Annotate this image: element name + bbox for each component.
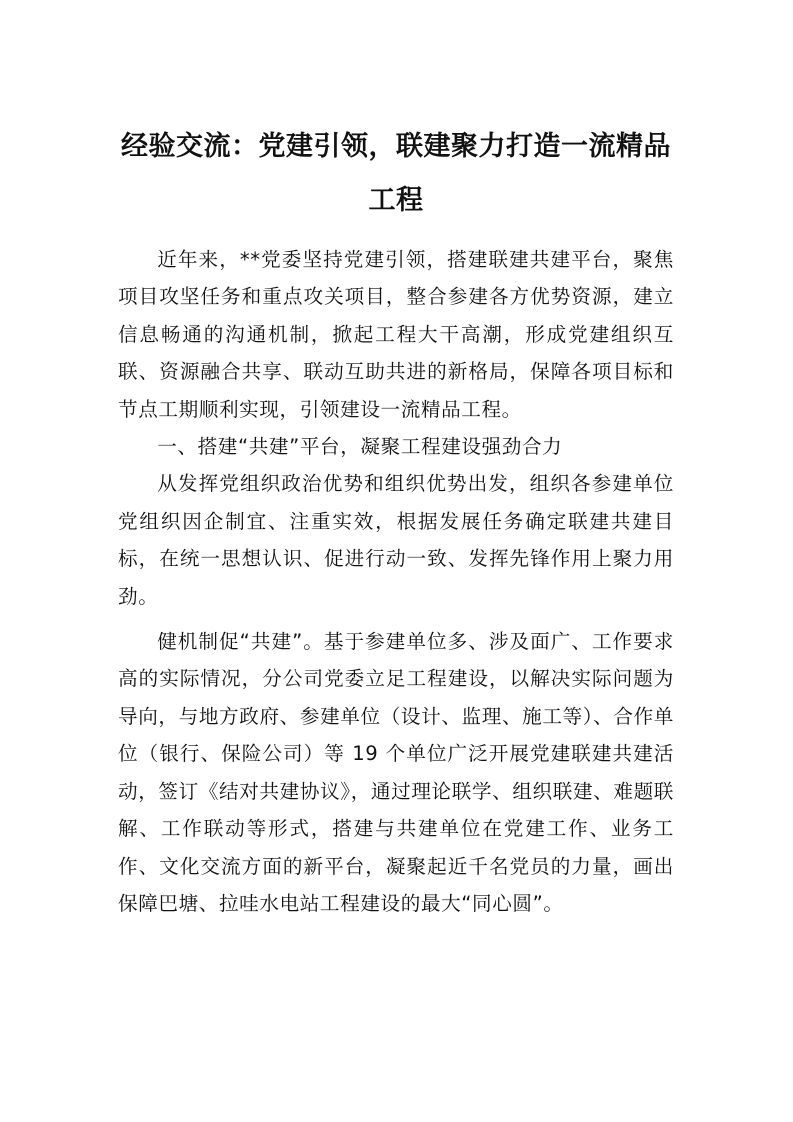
- document-body: [118, 241, 674, 922]
- paragraph-section-1-intro: 从发挥党组织政治优势和组织优势出发，组织各参建单位党组织因企制宜、注重实效，根据发展任务确定联建共建目标，在统一思想认识、促进行动一致、发挥先锋作用上聚力用劲。: [118, 472, 674, 608]
- document-title: 经验交流：党建引领，联建聚力打造一流精品工程: [121, 131, 671, 216]
- paragraph-intro: 近年来，**党委坚持党建引领，搭建联建共建平台，聚焦项目攻坚任务和重点攻关项目，整合参建各方优势资源，建立信息畅通的沟通机制，掀起工程大干高潮，形成党建组织互联、资源融合共享、联动互助共进的新格局，保障各项目标和节点工期顺利实现，引领建设一流精品工程。: [118, 248, 674, 421]
- section-heading-1: 一、搭建“共建”平台，凝聚工程建设强劲合力: [157, 435, 563, 459]
- paragraph-mechanism: 健机制促“共建”。基于参建单位多、涉及面广、工作要求高的实际情况，分公司党委立足工程建设，以解决实际问题为导向，与地方政府、参建单位（设计、监理、施工等）、合作单位（银行、保险公司）等 19 个单位广泛开展党建联建共建活动，签订《结对共建协议》，通过理论联学、组织联建、难题联解、工作联动等形式，搭建与共建单位在党建工作、业务工作、文化交流方面的新平台，凝聚起近千名党员的力量，画出保障巴塘、拉哇水电站工程建设的最大“同心圆”。: [118, 630, 674, 915]
